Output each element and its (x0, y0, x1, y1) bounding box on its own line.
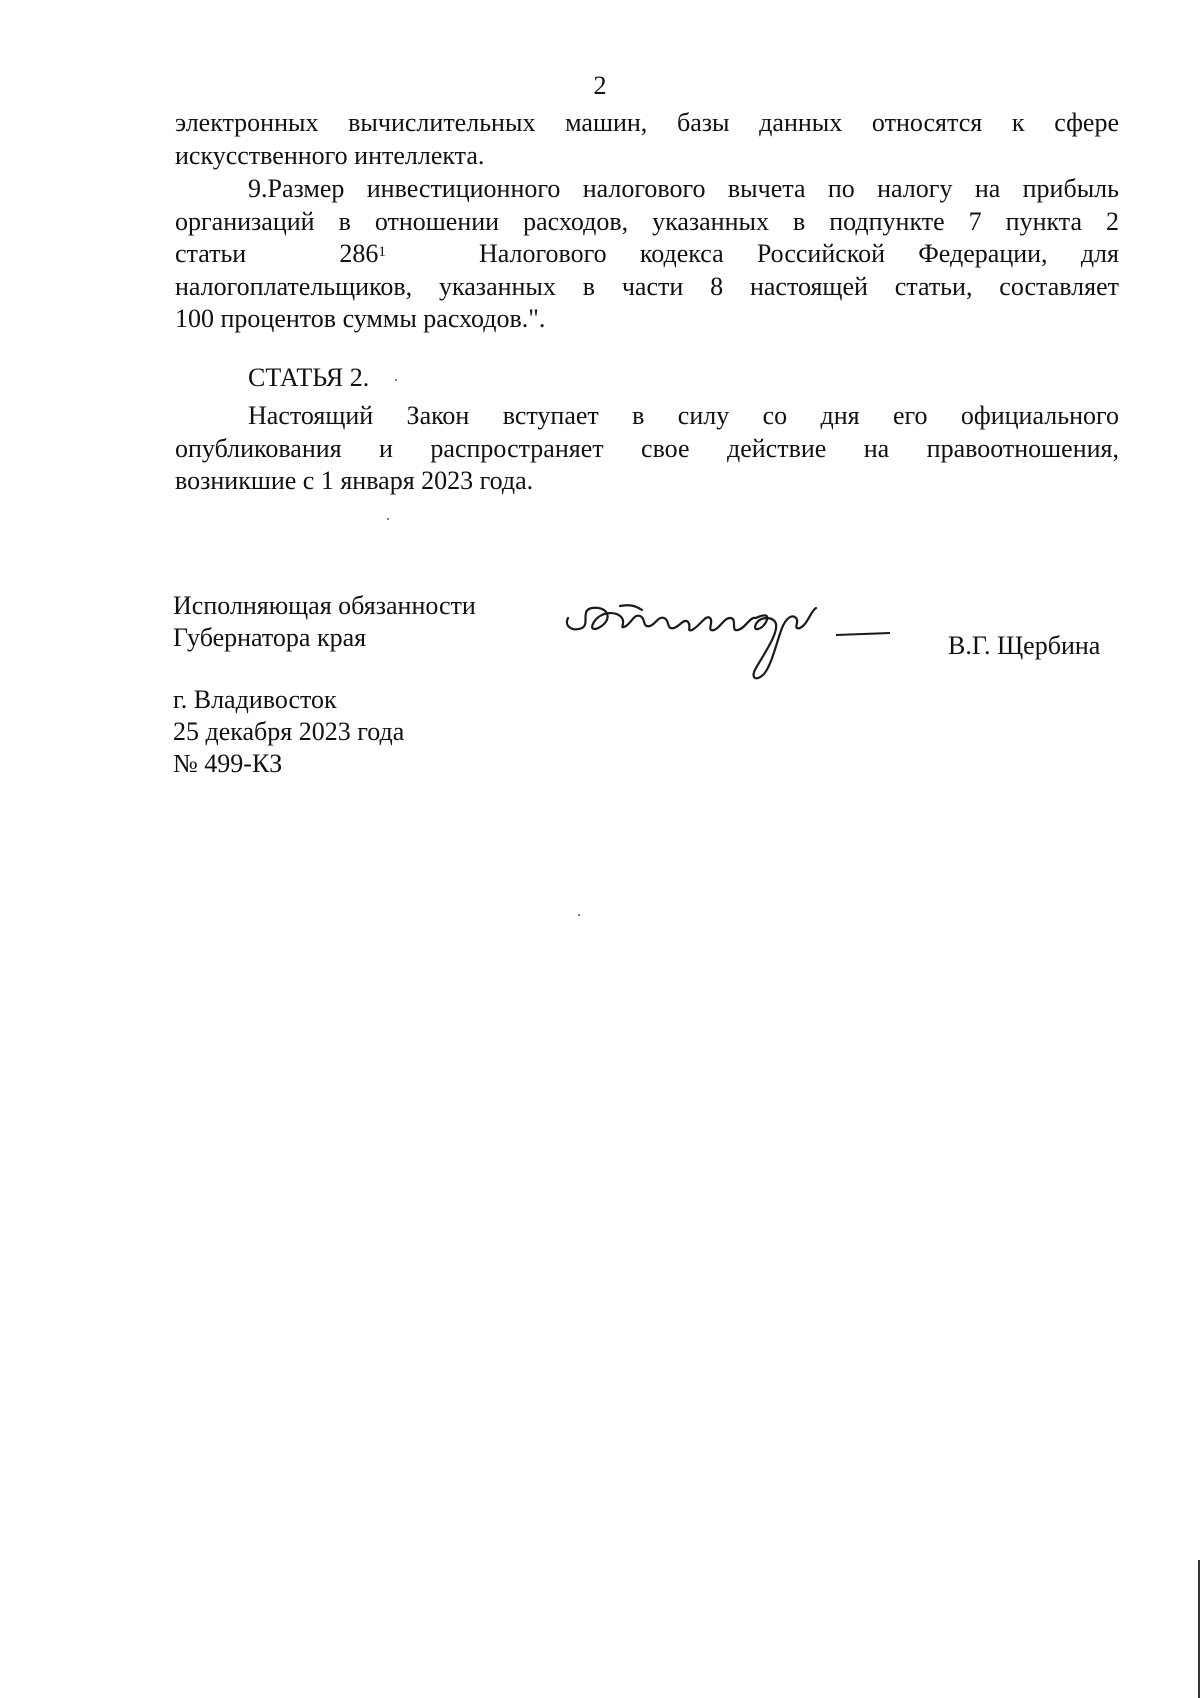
signatory-name: В.Г. Щербина (948, 631, 1101, 660)
date: 25 декабря 2023 года (173, 717, 405, 746)
text-line: искусственного интеллекта. (175, 140, 485, 170)
page-number: 2 (593, 71, 607, 100)
text-line (175, 238, 1119, 271)
article-2-text (175, 400, 1119, 498)
paragraph-continuation (175, 107, 1119, 172)
text-word: статьи (175, 239, 247, 268)
scan-speck (395, 379, 397, 381)
text-segment: Налогового кодекса Российской Федерации, для (478, 239, 1119, 268)
text-line: 9.Размер инвестиционного налогового вычета по налогу на прибыль (248, 174, 1119, 203)
scan-speck (387, 518, 389, 520)
law-number: № 499-КЗ (173, 749, 283, 778)
article-reference (339, 238, 386, 271)
text-line: опубликования и распространяет свое действие на правоотношения, (175, 433, 1119, 463)
text-line: 100 процентов суммы расходов.". (175, 304, 546, 333)
text-line: Настоящий Закон вступает в силу со дня его официального (248, 401, 1119, 430)
text-line: возникшие с 1 января 2023 года. (175, 466, 534, 495)
city: г. Владивосток (173, 685, 337, 714)
scan-speck (578, 914, 580, 916)
handwritten-signature (560, 588, 900, 698)
article-superscript: 1 (378, 244, 386, 260)
signatory-title-line: Губернатора края (173, 623, 367, 652)
article-heading: СТАТЬЯ 2. (248, 363, 370, 392)
signatory-title-line: Исполняющая обязанности (173, 591, 476, 620)
signatory-title (173, 590, 476, 654)
paragraph-item-9 (175, 173, 1119, 336)
text-line: налогоплательщиков, указанных в части 8 настоящей статьи, составляет (175, 271, 1119, 301)
text-line: организаций в отношении расходов, указанных в подпункте 7 пункта 2 (175, 206, 1119, 236)
place-date-block (173, 684, 404, 780)
text-line: электронных вычислительных машин, базы данных относятся к сфере (175, 108, 1119, 137)
signature-dash (836, 633, 890, 635)
article-number: 286 (339, 239, 379, 268)
